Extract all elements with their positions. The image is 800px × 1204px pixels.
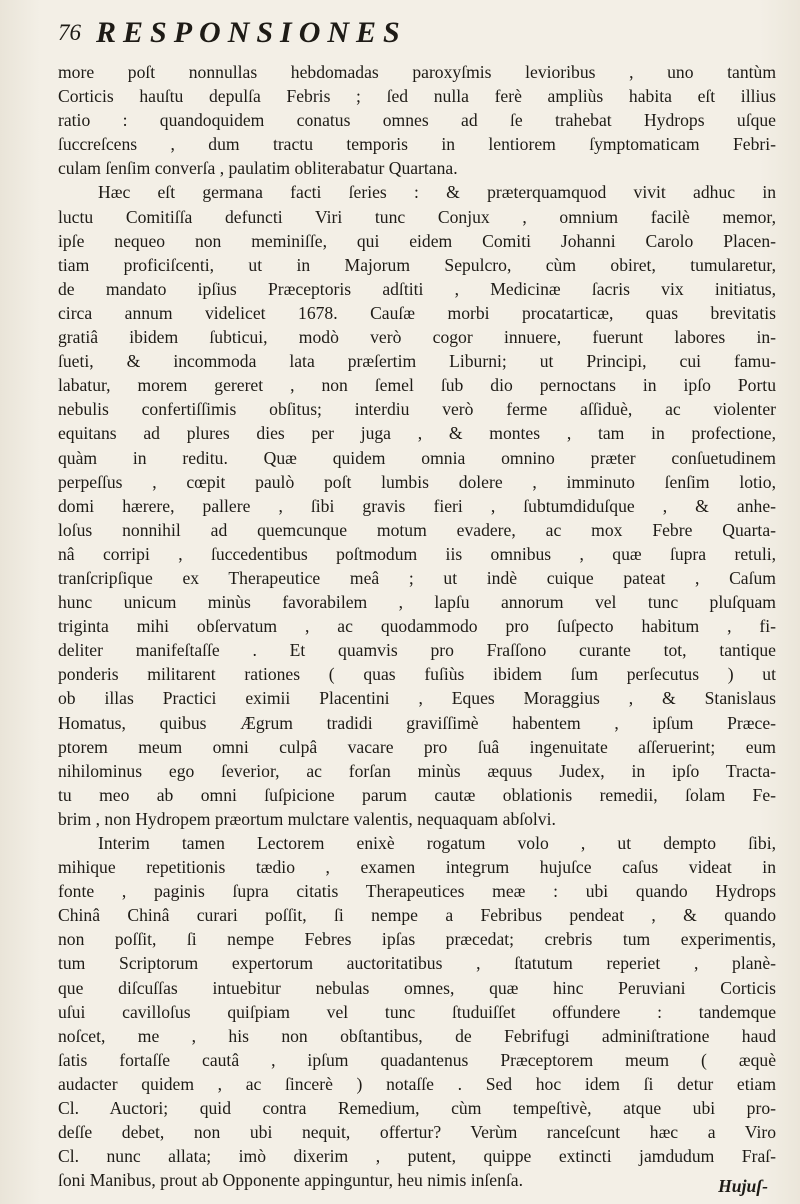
- text-line: ſatis fortaſſe cautâ , ipſum quadantenus Præceptorem meum ( æquè: [58, 1049, 776, 1070]
- text-line: fonte , paginis ſupra citatis Therapeutices meæ : ubi quando Hydrops: [58, 881, 776, 902]
- text-line: nihilominus ego ſeverior, ac forſan minùs æquus Judex, in ipſo Tracta-: [58, 760, 776, 781]
- text-line: domi hærere, pallere , ſibi gravis fieri , ſubtumdiduſque , & anhe-: [58, 495, 776, 516]
- text-line: quàm in reditu. Quæ quidem omnia omnino præter conſuetudinem: [58, 447, 776, 468]
- running-title: RESPONSIONES: [96, 16, 407, 49]
- text-line: nâ corripi , ſuccedentibus poſtmodum iis omnibus , quæ ſupra retuli,: [58, 543, 776, 564]
- text-line: uſui cavilloſus quiſpiam vel tunc ſtuduiſſet offundere : tandemque: [58, 1001, 776, 1022]
- text-line: nebulis confertiſſimis obſitus; interdiu verò ferme aſſiduè, ac violenter: [58, 399, 776, 420]
- text-line: labatur, morem gereret , non ſemel ſub dio pernoctans in ipſo Portu: [58, 375, 776, 396]
- text-line: hunc unicum minùs favorabilem , lapſu annorum vel tunc pluſquam: [58, 592, 776, 613]
- text-line: deliter manifeſtaſſe . Et quamvis pro Fraſſono curante tot, tantique: [58, 640, 776, 661]
- text-line: ſoni Manibus, prout ab Opponente appinguntur, heu nimis inſenſa.: [58, 1170, 523, 1191]
- body-text: [58, 60, 776, 1192]
- text-line: deſſe debet, non ubi nequit, offertur? Verùm ranceſcunt hæc a Viro: [58, 1122, 776, 1143]
- text-line: ſueti, & incommoda lata præſertim Liburni; ut Principi, cui famu-: [58, 351, 776, 372]
- text-line: ponderis militarent rationes ( quas fuſiùs ibidem ſum perſecutus ) ut: [58, 664, 776, 685]
- text-line: triginta mihi obſervatum , ac quodammodo pro ſuſpecto habitum , fi-: [58, 616, 776, 637]
- text-line: tranſcripſique ex Therapeutice meâ ; ut indè cuique pateat , Caſum: [58, 567, 776, 588]
- text-line: tiam proficiſcenti, ut in Majorum Sepulcro, cùm obiret, tumularetur,: [58, 254, 776, 275]
- text-line: luctu Comitiſſa defuncti Viri tunc Conjux , omnium facilè memor,: [58, 206, 776, 227]
- text-line: Cl. Auctori; quid contra Remedium, cùm tempeſtivè, atque ubi pro-: [58, 1098, 776, 1119]
- text-line: mihique repetitionis tædio , examen integrum hujuſce caſus videat in: [58, 857, 776, 878]
- text-line: tu meo ab omni ſuſpicione parum cautæ oblationis remedii, ſolam Fe-: [58, 784, 776, 805]
- text-line: audacter quidem , ac ſincerè ) notaſſe . Sed hoc idem ſi detur etiam: [58, 1073, 776, 1094]
- page-header: [56, 18, 756, 54]
- text-line: que diſcuſſas intuebitur nebulas omnes, quæ hinc Peruviani Corticis: [58, 977, 776, 998]
- text-line: ipſe nequeo non meminiſſe, qui eidem Comiti Johanni Carolo Placen-: [58, 230, 776, 251]
- text-line: Homatus, quibus Ægrum tradidi graviſſimè habentem , ipſum Præce-: [58, 712, 776, 733]
- text-line: perpeſſus , cœpit paulò poſt lumbis dolere , imminuto ſenſim lotio,: [58, 471, 776, 492]
- text-line: ptorem meum omni culpâ vacare pro ſuâ ingenuitate aſſeruerint; eum: [58, 736, 776, 757]
- text-line: Corticis hauſtu depulſa Febris ; ſed nulla ferè ampliùs habita eſt illius: [58, 86, 776, 107]
- text-line: circa annum videlicet 1678. Cauſæ morbi procatarticæ, quas brevitatis: [58, 302, 776, 323]
- text-line: ſuccreſcens , dum tractu temporis in lentiorem ſymptomaticam Febri-: [58, 134, 776, 155]
- text-line: tum Scriptorum expertorum auctoritatibus , ſtatutum reperiet , planè-: [58, 953, 776, 974]
- text-line: more poſt nonnullas hebdomadas paroxyſmis levioribus , uno tantùm: [58, 62, 776, 82]
- text-line: Cl. nunc allata; imò dixerim , putent, quippe extincti jamdudum Fraſ-: [58, 1146, 776, 1167]
- text-line: culam ſenſim converſa , paulatim obliterabatur Quartana.: [58, 158, 458, 179]
- text-line: Interim tamen Lectorem enixè rogatum volo , ut dempto ſibi,: [98, 833, 776, 853]
- text-line: ob illas Practici eximii Placentini , Eques Moraggius , & Stanislaus: [58, 688, 776, 709]
- text-line: de mandato ipſius Præceptoris adſtiti , Medicinæ ſacris vix initiatus,: [58, 278, 776, 299]
- catchword: Hujuſ-: [718, 1176, 768, 1196]
- page-number: 76: [58, 20, 81, 45]
- text-line: loſus nonnihil ad quemcunque motum evadere, ac mox Febre Quarta-: [58, 519, 776, 540]
- text-line: ratio : quandoquidem conatus omnes ad ſe trahebat Hydrops uſque: [58, 110, 776, 131]
- text-line: equitans ad plures dies per juga , & montes , tam in profectione,: [58, 423, 776, 444]
- text-line: non poſſit, ſi nempe Febres ipſas præcedat; crebris tum experimentis,: [58, 929, 776, 950]
- text-line: brim , non Hydropem præortum mulctare valentis, nequaquam abſolvi.: [58, 808, 556, 829]
- text-line: noſcet, me , his non obſtantibus, de Febrifugi adminiſtratione haud: [58, 1025, 776, 1046]
- text-line: gratiâ ibidem ſubticui, modò verò cogor innuere, fuerunt labores in-: [58, 327, 776, 348]
- text-line: Chinâ Chinâ curari poſſit, ſi nempe a Febribus pendeat , & quando: [58, 905, 776, 926]
- text-line: Hæc eſt germana facti ſeries : & præterquamquod vivit adhuc in: [98, 182, 776, 203]
